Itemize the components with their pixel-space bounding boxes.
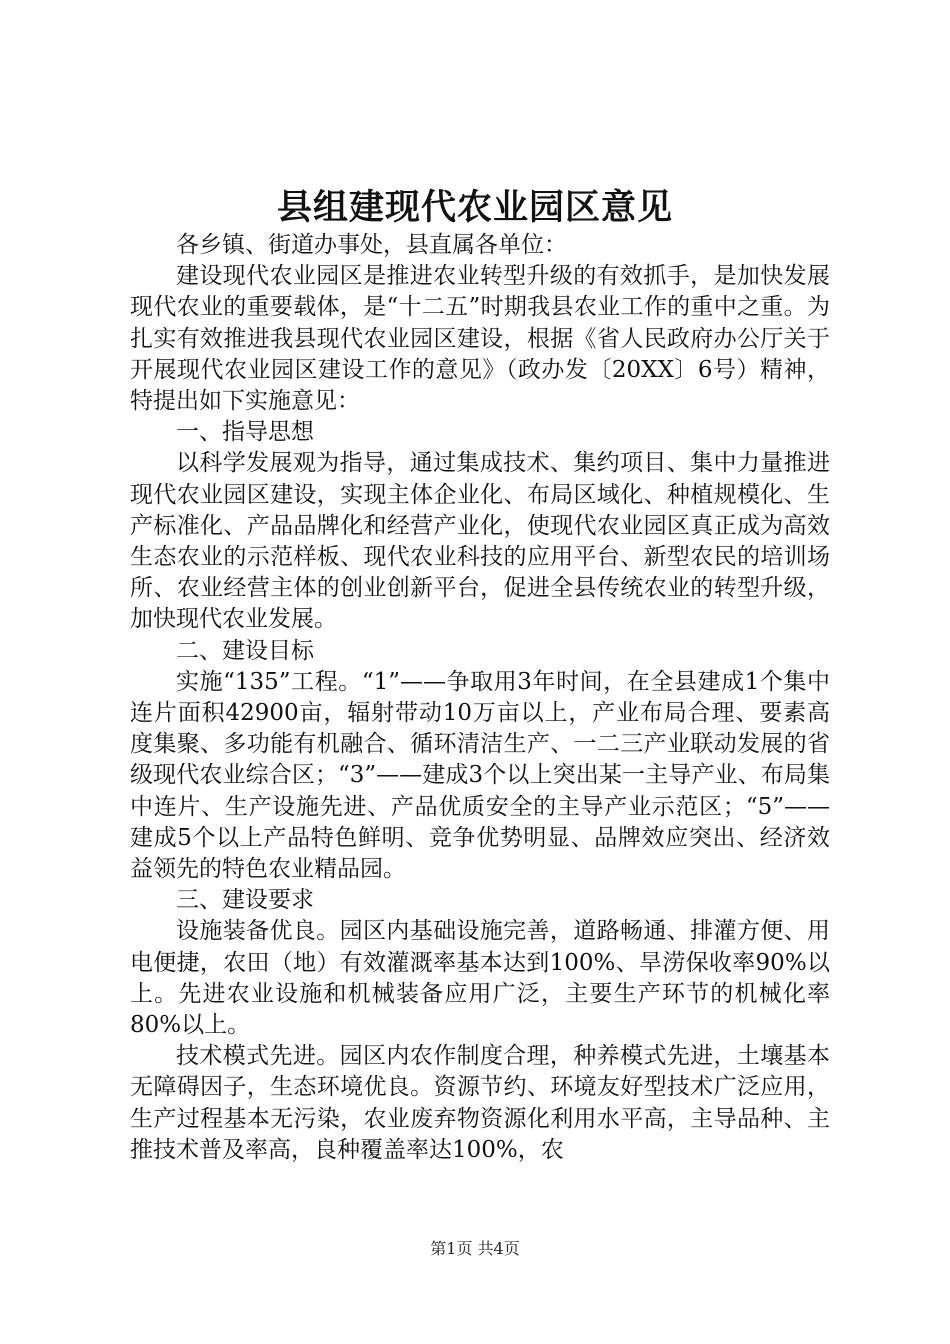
document-body [130, 230, 830, 1166]
body-paragraph: 以科学发展观为指导，通过集成技术、集约项目、集中力量推进现代农业园区建设，实现主体企业化、布局区域化、种植规模化、生产标准化、产品品牌化和经营产业化，使现代农业园区真正成为高效生态农业的示范样板、现代农业科技的应用平台、新型农民的培训场所、农业经营主体的创业创新平台，促进全县传统农业的转型升级，加快现代农业发展。 [130, 450, 830, 633]
page-footer: 第1页 共4页 [430, 1239, 520, 1258]
body-paragraph: 设施装备优良。园区内基础设施完善，道路畅通、排灌方便、用电便捷，农田（地）有效灌溉率基本达到100%、旱涝保收率90%以上。先进农业设施和机械装备应用广泛，主要生产环节的机械化率80%以上。 [130, 918, 830, 1039]
body-paragraph: 建设现代农业园区是推进农业转型升级的有效抓手，是加快发展现代农业的重要载体，是“十二五”时期我县农业工作的重中之重。为扎实有效推进我县现代农业园区建设，根据《省人民政府办公厅关于开展现代农业园区建设工作的意见》（政办发〔20XX〕6号）精神，特提出如下实施意见： [130, 263, 830, 415]
body-paragraph: 实施“135”工程。“1”——争取用3年时间，在全县建成1个集中连片面积42900亩，辐射带动10万亩以上，产业布局合理、要素高度集聚、多功能有机融合、循环清洁生产、一二三产业联动发展的省级现代农业综合区；“3”——建成3个以上突出某一主导产业、布局集中连片、生产设施先进、产品优质安全的主导产业示范区；“5”——建成5个以上产品特色鲜明、竞争优势明显、品牌效应突出、经济效益领先的特色农业精品园。 [130, 668, 830, 883]
section-heading: 一、指导思想 [176, 419, 314, 446]
section-heading: 二、建设目标 [176, 637, 314, 664]
section-heading: 三、建设要求 [176, 887, 314, 914]
body-paragraph: 技术模式先进。园区内农作制度合理，种养模式先进，土壤基本无障碍因子，生态环境优良。资源节约、环境友好型技术广泛应用，生产过程基本无污染，农业废弃物资源化利用水平高，主导品种、主推技术普及率高，良种覆盖率达100%，农 [130, 1043, 830, 1163]
document-title: 县组建现代农业园区意见 [276, 187, 673, 228]
salutation-paragraph: 各乡镇、街道办事处，县直属各单位： [176, 232, 567, 258]
